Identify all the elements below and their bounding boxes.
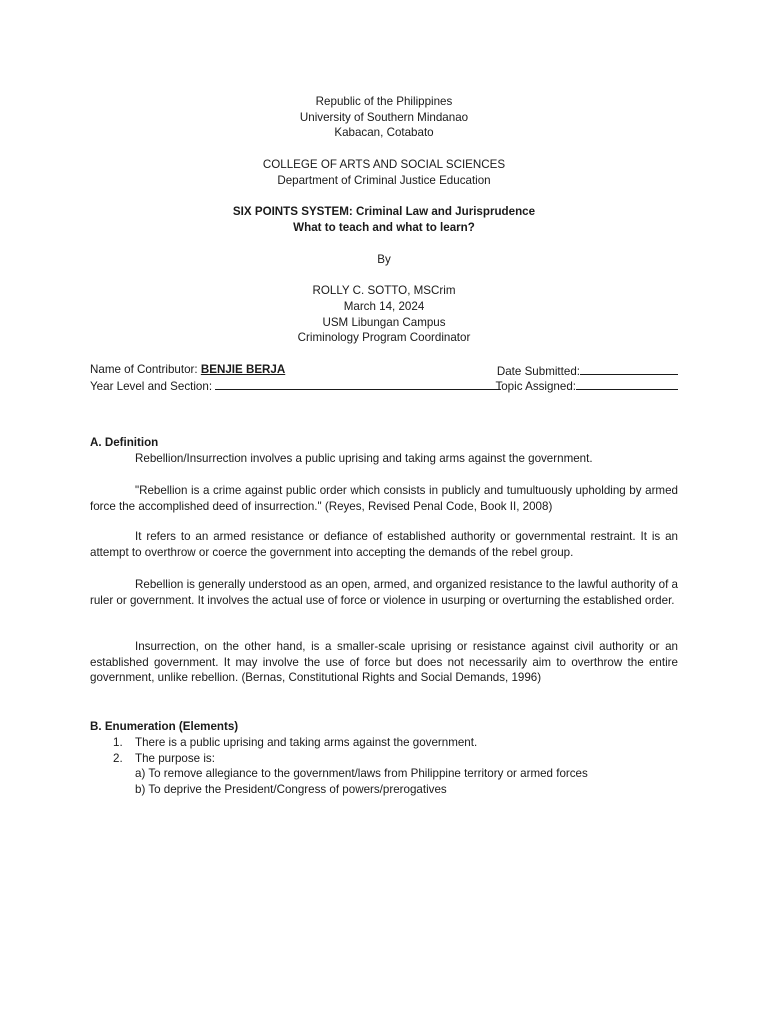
sub-item-b: b) To deprive the President/Congress of powers/prerogatives: [135, 783, 447, 796]
header-location: Kabacan, Cotabato: [334, 126, 434, 139]
author-name: ROLLY C. SOTTO, MSCrim: [312, 284, 456, 297]
year-level-field[interactable]: [215, 377, 501, 390]
header-department: Department of Criminal Justice Education: [277, 174, 491, 187]
author-campus: USM Libungan Campus: [322, 316, 446, 329]
definition-paragraph-3: It refers to an armed resistance or defiance of established authority or governmental restraint. It is an attempt to overthrow or coerce the government into accepting the demands of the rebel group.: [90, 530, 678, 559]
by-line: By: [377, 253, 391, 266]
author-role: Criminology Program Coordinator: [297, 331, 471, 344]
year-level-row: [90, 377, 678, 393]
sub-item-a: a) To remove allegiance to the government/laws from Philippine territory or armed forces: [135, 767, 588, 780]
document-subtitle: What to teach and what to learn?: [293, 221, 475, 234]
section-b-heading: B. Enumeration (Elements): [90, 720, 239, 733]
header-university: University of Southern Mindanao: [299, 111, 469, 124]
definition-paragraph-4: Rebellion is generally understood as an open, armed, and organized resistance to the lawful authority of a ruler or government. It involves the actual use of force or violence in usurping or overturning the established order.: [90, 578, 678, 607]
list-item-number: 1.: [113, 736, 123, 749]
contributor-label: Name of Contributor:: [90, 363, 201, 376]
document-title: SIX POINTS SYSTEM: Criminal Law and Jurisprudence: [232, 205, 536, 218]
date-submitted-field[interactable]: [580, 362, 678, 375]
list-item-text: There is a public uprising and taking arms against the government.: [135, 736, 478, 749]
contributor-row: [90, 362, 678, 378]
list-item-text: The purpose is:: [135, 752, 215, 765]
contributor-value: BENJIE BERJA: [200, 363, 286, 376]
header-republic: Republic of the Philippines: [315, 95, 453, 108]
definition-paragraph-1: Rebellion/Insurrection involves a public uprising and taking arms against the government.: [135, 452, 593, 465]
definition-paragraph-2: "Rebellion is a crime against public order which consists in publicly and tumultuously upholding by armed force the accomplished deed of insurrection." (Reyes, Revised Penal Code, Book II, 2008): [90, 484, 678, 513]
header-college: COLLEGE OF ARTS AND SOCIAL SCIENCES: [262, 158, 506, 171]
date-submitted-label: Date Submitted:: [496, 365, 580, 378]
list-item-number: 2.: [113, 752, 123, 765]
author-date: March 14, 2024: [343, 300, 425, 313]
definition-paragraph-5: Insurrection, on the other hand, is a smaller-scale uprising or resistance against civil authority or an established government. It may involve the use of force but does not necessarily aim to overthrow the entire government, unlike rebellion. (Bernas, Constitutional Rights and Social Demands, 1996): [90, 640, 678, 685]
topic-assigned-label: Topic Assigned:: [495, 380, 576, 393]
topic-assigned-field[interactable]: [576, 377, 678, 390]
section-a-heading: A. Definition: [90, 436, 159, 449]
year-level-label: Year Level and Section:: [90, 380, 216, 393]
